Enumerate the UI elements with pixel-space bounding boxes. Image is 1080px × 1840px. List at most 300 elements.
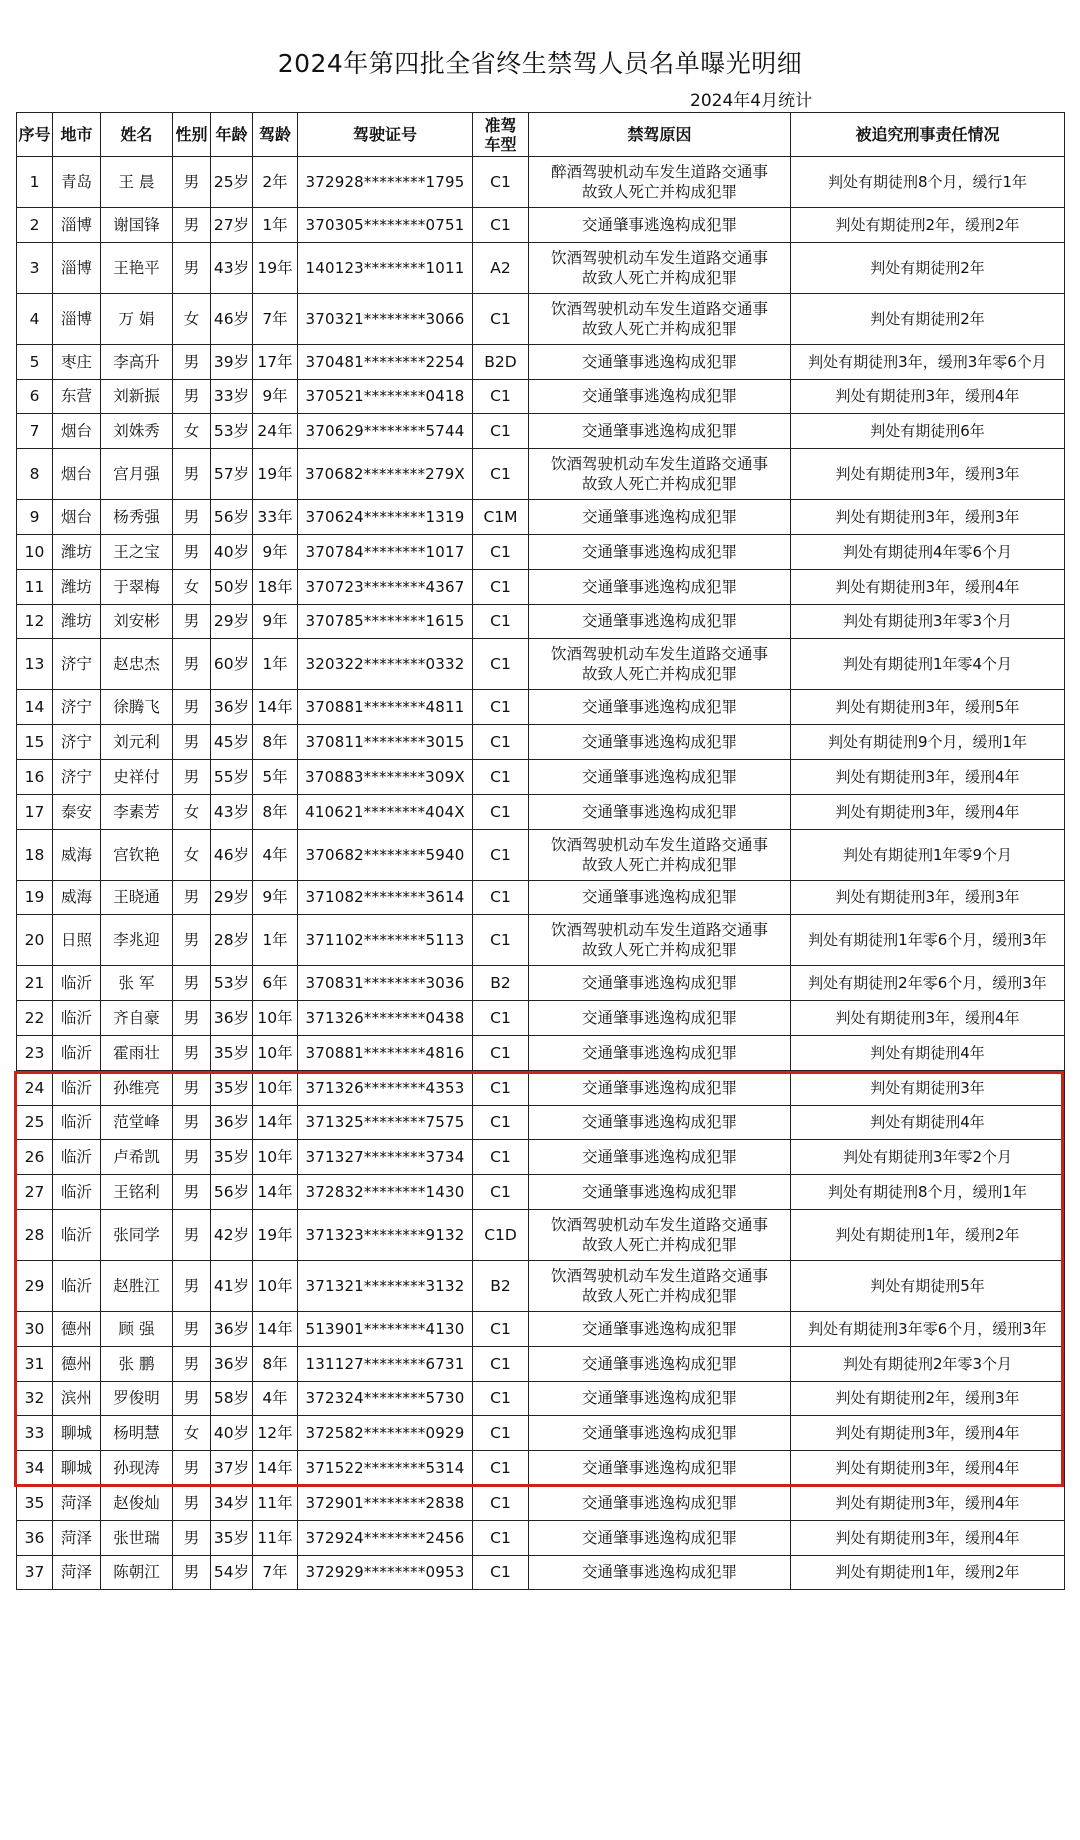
row-reason: 交通肇事逃逸构成犯罪 xyxy=(529,414,791,449)
row-exp: 7年 xyxy=(253,293,298,344)
row-penalty: 判处有期徒刑5年 xyxy=(791,1260,1065,1311)
row-penalty: 判处有期徒刑3年，缓刑3年 xyxy=(791,500,1065,535)
row-license-no: 370881********4811 xyxy=(298,690,473,725)
row-license-no: 370682********5940 xyxy=(298,829,473,880)
row-license-no: 370321********3066 xyxy=(298,293,473,344)
row-city: 济宁 xyxy=(53,690,101,725)
row-license-no: 370682********279X xyxy=(298,449,473,500)
col-header-license-no: 驾驶证号 xyxy=(298,113,473,157)
row-class: C1 xyxy=(473,1070,529,1105)
row-name: 宫月强 xyxy=(101,449,173,500)
row-license-no: 372928********1795 xyxy=(298,157,473,208)
row-sex: 男 xyxy=(173,880,211,915)
table-row xyxy=(17,1520,1065,1555)
row-name: 赵胜江 xyxy=(101,1260,173,1311)
row-license-no: 372929********0953 xyxy=(298,1555,473,1590)
row-no: 29 xyxy=(17,1260,53,1311)
row-city: 菏泽 xyxy=(53,1520,101,1555)
row-city: 临沂 xyxy=(53,1209,101,1260)
row-license-no: 372924********2456 xyxy=(298,1520,473,1555)
row-class: C1 xyxy=(473,794,529,829)
row-exp: 9年 xyxy=(253,880,298,915)
row-reason: 交通肇事逃逸构成犯罪 xyxy=(529,690,791,725)
col-header-no: 序号 xyxy=(17,113,53,157)
row-age: 39岁 xyxy=(211,344,253,379)
row-class: C1 xyxy=(473,829,529,880)
row-penalty: 判处有期徒刑3年，缓刑4年 xyxy=(791,1520,1065,1555)
row-reason: 交通肇事逃逸构成犯罪 xyxy=(529,1140,791,1175)
row-sex: 女 xyxy=(173,569,211,604)
row-sex: 女 xyxy=(173,293,211,344)
col-header-name: 姓名 xyxy=(101,113,173,157)
row-exp: 1年 xyxy=(253,915,298,966)
row-name: 霍雨壮 xyxy=(101,1035,173,1070)
row-class: C1M xyxy=(473,500,529,535)
row-age: 56岁 xyxy=(211,1175,253,1210)
row-exp: 4年 xyxy=(253,1381,298,1416)
row-city: 潍坊 xyxy=(53,534,101,569)
row-exp: 24年 xyxy=(253,414,298,449)
row-age: 46岁 xyxy=(211,293,253,344)
row-exp: 2年 xyxy=(253,157,298,208)
row-sex: 男 xyxy=(173,157,211,208)
row-license-no: 371327********3734 xyxy=(298,1140,473,1175)
row-penalty: 判处有期徒刑3年零2个月 xyxy=(791,1140,1065,1175)
row-name: 张 军 xyxy=(101,966,173,1001)
row-reason: 饮酒驾驶机动车发生道路交通事故致人死亡并构成犯罪 xyxy=(529,1260,791,1311)
row-exp: 10年 xyxy=(253,1070,298,1105)
row-no: 34 xyxy=(17,1451,53,1486)
row-age: 35岁 xyxy=(211,1520,253,1555)
row-license-no: 371326********4353 xyxy=(298,1070,473,1105)
row-name: 张同学 xyxy=(101,1209,173,1260)
row-no: 10 xyxy=(17,534,53,569)
row-city: 青岛 xyxy=(53,157,101,208)
row-exp: 11年 xyxy=(253,1520,298,1555)
row-reason: 交通肇事逃逸构成犯罪 xyxy=(529,379,791,414)
row-reason: 交通肇事逃逸构成犯罪 xyxy=(529,534,791,569)
row-license-no: 370883********309X xyxy=(298,759,473,794)
row-no: 36 xyxy=(17,1520,53,1555)
row-no: 31 xyxy=(17,1346,53,1381)
row-city: 枣庄 xyxy=(53,344,101,379)
row-city: 东营 xyxy=(53,379,101,414)
row-city: 威海 xyxy=(53,880,101,915)
row-exp: 8年 xyxy=(253,725,298,760)
row-exp: 4年 xyxy=(253,829,298,880)
col-header-sex: 性别 xyxy=(173,113,211,157)
row-exp: 14年 xyxy=(253,1105,298,1140)
row-no: 1 xyxy=(17,157,53,208)
row-sex: 男 xyxy=(173,1260,211,1311)
row-class: C1 xyxy=(473,1001,529,1036)
row-penalty: 判处有期徒刑3年，缓刑4年 xyxy=(791,569,1065,604)
row-sex: 男 xyxy=(173,1485,211,1520)
row-city: 临沂 xyxy=(53,1105,101,1140)
row-sex: 男 xyxy=(173,604,211,639)
row-sex: 男 xyxy=(173,208,211,243)
row-license-no: 372324********5730 xyxy=(298,1381,473,1416)
row-class: C1 xyxy=(473,1140,529,1175)
row-sex: 女 xyxy=(173,414,211,449)
row-no: 26 xyxy=(17,1140,53,1175)
row-name: 李高升 xyxy=(101,344,173,379)
table-row xyxy=(17,759,1065,794)
row-class: C1 xyxy=(473,569,529,604)
row-penalty: 判处有期徒刑2年零3个月 xyxy=(791,1346,1065,1381)
row-exp: 9年 xyxy=(253,604,298,639)
col-header-city: 地市 xyxy=(53,113,101,157)
row-no: 22 xyxy=(17,1001,53,1036)
row-license-no: 410621********404X xyxy=(298,794,473,829)
table-row xyxy=(17,1346,1065,1381)
row-license-no: 131127********6731 xyxy=(298,1346,473,1381)
row-reason: 交通肇事逃逸构成犯罪 xyxy=(529,759,791,794)
row-reason: 饮酒驾驶机动车发生道路交通事故致人死亡并构成犯罪 xyxy=(529,1209,791,1260)
row-license-no: 371321********3132 xyxy=(298,1260,473,1311)
row-penalty: 判处有期徒刑1年零4个月 xyxy=(791,639,1065,690)
row-name: 罗俊明 xyxy=(101,1381,173,1416)
row-name: 刘元利 xyxy=(101,725,173,760)
row-no: 14 xyxy=(17,690,53,725)
row-penalty: 判处有期徒刑1年，缓刑2年 xyxy=(791,1209,1065,1260)
row-city: 聊城 xyxy=(53,1416,101,1451)
row-age: 40岁 xyxy=(211,1416,253,1451)
row-age: 35岁 xyxy=(211,1070,253,1105)
page-title: 2024年第四批全省终生禁驾人员名单曝光明细 xyxy=(277,49,803,78)
row-city: 淄博 xyxy=(53,208,101,243)
row-age: 58岁 xyxy=(211,1381,253,1416)
row-exp: 6年 xyxy=(253,966,298,1001)
row-name: 赵俊灿 xyxy=(101,1485,173,1520)
row-class: C1 xyxy=(473,639,529,690)
col-header-reason: 禁驾原因 xyxy=(529,113,791,157)
row-license-no: 370881********4816 xyxy=(298,1035,473,1070)
row-license-no: 513901********4130 xyxy=(298,1311,473,1346)
row-city: 淄博 xyxy=(53,242,101,293)
col-header-exp: 驾龄 xyxy=(253,113,298,157)
row-city: 临沂 xyxy=(53,966,101,1001)
row-exp: 1年 xyxy=(253,639,298,690)
row-exp: 17年 xyxy=(253,344,298,379)
row-age: 35岁 xyxy=(211,1140,253,1175)
table-row xyxy=(17,379,1065,414)
table-row xyxy=(17,157,1065,208)
table-row xyxy=(17,725,1065,760)
row-class: C1 xyxy=(473,1175,529,1210)
row-license-no: 371102********5113 xyxy=(298,915,473,966)
row-sex: 男 xyxy=(173,966,211,1001)
row-exp: 10年 xyxy=(253,1035,298,1070)
row-penalty: 判处有期徒刑4年 xyxy=(791,1105,1065,1140)
row-class: A2 xyxy=(473,242,529,293)
row-name: 王 晨 xyxy=(101,157,173,208)
row-sex: 女 xyxy=(173,829,211,880)
row-no: 5 xyxy=(17,344,53,379)
table-row xyxy=(17,639,1065,690)
row-penalty: 判处有期徒刑4年 xyxy=(791,1035,1065,1070)
row-reason: 交通肇事逃逸构成犯罪 xyxy=(529,569,791,604)
row-age: 27岁 xyxy=(211,208,253,243)
row-no: 17 xyxy=(17,794,53,829)
table-row xyxy=(17,449,1065,500)
row-penalty: 判处有期徒刑2年零6个月，缓刑3年 xyxy=(791,966,1065,1001)
row-license-no: 370481********2254 xyxy=(298,344,473,379)
table-row xyxy=(17,690,1065,725)
row-exp: 8年 xyxy=(253,794,298,829)
table-row xyxy=(17,1555,1065,1590)
row-license-no: 371326********0438 xyxy=(298,1001,473,1036)
row-age: 54岁 xyxy=(211,1555,253,1590)
row-age: 36岁 xyxy=(211,1311,253,1346)
row-license-no: 370624********1319 xyxy=(298,500,473,535)
row-reason: 交通肇事逃逸构成犯罪 xyxy=(529,1070,791,1105)
row-no: 30 xyxy=(17,1311,53,1346)
row-name: 于翠梅 xyxy=(101,569,173,604)
row-city: 泰安 xyxy=(53,794,101,829)
table-row xyxy=(17,604,1065,639)
row-penalty: 判处有期徒刑8个月，缓刑1年 xyxy=(791,1175,1065,1210)
row-name: 孙维亮 xyxy=(101,1070,173,1105)
row-license-no: 371323********9132 xyxy=(298,1209,473,1260)
row-reason: 饮酒驾驶机动车发生道路交通事故致人死亡并构成犯罪 xyxy=(529,639,791,690)
row-age: 53岁 xyxy=(211,414,253,449)
row-name: 张世瑞 xyxy=(101,1520,173,1555)
row-class: C1 xyxy=(473,1555,529,1590)
row-penalty: 判处有期徒刑2年 xyxy=(791,242,1065,293)
row-sex: 男 xyxy=(173,1451,211,1486)
row-exp: 10年 xyxy=(253,1001,298,1036)
row-sex: 男 xyxy=(173,1140,211,1175)
row-class: C1 xyxy=(473,534,529,569)
row-age: 29岁 xyxy=(211,604,253,639)
row-age: 43岁 xyxy=(211,242,253,293)
row-age: 50岁 xyxy=(211,569,253,604)
table-row xyxy=(17,915,1065,966)
row-penalty: 判处有期徒刑3年零6个月，缓刑3年 xyxy=(791,1311,1065,1346)
row-class: C1 xyxy=(473,1520,529,1555)
row-sex: 女 xyxy=(173,794,211,829)
row-name: 杨明慧 xyxy=(101,1416,173,1451)
table-row xyxy=(17,293,1065,344)
row-class: C1 xyxy=(473,293,529,344)
row-name: 史祥付 xyxy=(101,759,173,794)
row-city: 临沂 xyxy=(53,1035,101,1070)
row-name: 宫钦艳 xyxy=(101,829,173,880)
row-reason: 交通肇事逃逸构成犯罪 xyxy=(529,208,791,243)
table-row xyxy=(17,242,1065,293)
row-reason: 交通肇事逃逸构成犯罪 xyxy=(529,1520,791,1555)
table-row xyxy=(17,829,1065,880)
row-no: 37 xyxy=(17,1555,53,1590)
row-city: 济宁 xyxy=(53,759,101,794)
row-name: 齐自豪 xyxy=(101,1001,173,1036)
row-name: 李素芳 xyxy=(101,794,173,829)
table-row xyxy=(17,569,1065,604)
row-reason: 交通肇事逃逸构成犯罪 xyxy=(529,1035,791,1070)
row-no: 13 xyxy=(17,639,53,690)
table-row xyxy=(17,966,1065,1001)
row-age: 53岁 xyxy=(211,966,253,1001)
row-reason: 交通肇事逃逸构成犯罪 xyxy=(529,1381,791,1416)
row-age: 57岁 xyxy=(211,449,253,500)
col-header-age: 年龄 xyxy=(211,113,253,157)
row-sex: 男 xyxy=(173,725,211,760)
row-class: C1 xyxy=(473,1035,529,1070)
row-city: 烟台 xyxy=(53,414,101,449)
row-no: 12 xyxy=(17,604,53,639)
row-class: C1 xyxy=(473,1311,529,1346)
table-row xyxy=(17,1311,1065,1346)
row-license-no: 370811********3015 xyxy=(298,725,473,760)
row-city: 临沂 xyxy=(53,1260,101,1311)
row-penalty: 判处有期徒刑6年 xyxy=(791,414,1065,449)
row-reason: 交通肇事逃逸构成犯罪 xyxy=(529,794,791,829)
row-no: 3 xyxy=(17,242,53,293)
row-age: 29岁 xyxy=(211,880,253,915)
row-city: 潍坊 xyxy=(53,604,101,639)
row-exp: 5年 xyxy=(253,759,298,794)
col-header-class: 准驾车型 xyxy=(473,113,529,157)
row-city: 烟台 xyxy=(53,500,101,535)
row-reason: 交通肇事逃逸构成犯罪 xyxy=(529,344,791,379)
table-row xyxy=(17,1485,1065,1520)
row-exp: 19年 xyxy=(253,1209,298,1260)
table-row xyxy=(17,1001,1065,1036)
row-exp: 18年 xyxy=(253,569,298,604)
row-class: C1 xyxy=(473,1105,529,1140)
row-exp: 9年 xyxy=(253,534,298,569)
row-penalty: 判处有期徒刑2年，缓刑2年 xyxy=(791,208,1065,243)
row-city: 淄博 xyxy=(53,293,101,344)
row-age: 36岁 xyxy=(211,690,253,725)
row-no: 21 xyxy=(17,966,53,1001)
row-city: 临沂 xyxy=(53,1070,101,1105)
row-age: 46岁 xyxy=(211,829,253,880)
row-class: C1 xyxy=(473,1451,529,1486)
row-exp: 14年 xyxy=(253,1451,298,1486)
row-penalty: 判处有期徒刑3年，缓刑4年 xyxy=(791,794,1065,829)
row-penalty: 判处有期徒刑3年，缓刑3年 xyxy=(791,449,1065,500)
row-city: 威海 xyxy=(53,829,101,880)
row-city: 烟台 xyxy=(53,449,101,500)
row-reason: 饮酒驾驶机动车发生道路交通事故致人死亡并构成犯罪 xyxy=(529,449,791,500)
row-sex: 男 xyxy=(173,1520,211,1555)
row-exp: 7年 xyxy=(253,1555,298,1590)
row-age: 42岁 xyxy=(211,1209,253,1260)
row-no: 8 xyxy=(17,449,53,500)
row-class: C1 xyxy=(473,1381,529,1416)
row-sex: 男 xyxy=(173,1311,211,1346)
row-sex: 男 xyxy=(173,344,211,379)
row-age: 40岁 xyxy=(211,534,253,569)
row-age: 56岁 xyxy=(211,500,253,535)
row-penalty: 判处有期徒刑3年，缓刑5年 xyxy=(791,690,1065,725)
row-name: 谢国锋 xyxy=(101,208,173,243)
row-sex: 男 xyxy=(173,1381,211,1416)
row-no: 23 xyxy=(17,1035,53,1070)
row-city: 菏泽 xyxy=(53,1555,101,1590)
row-age: 28岁 xyxy=(211,915,253,966)
row-sex: 男 xyxy=(173,1105,211,1140)
row-class: B2 xyxy=(473,966,529,1001)
row-class: C1 xyxy=(473,690,529,725)
row-no: 24 xyxy=(17,1070,53,1105)
row-penalty: 判处有期徒刑1年，缓刑2年 xyxy=(791,1555,1065,1590)
row-name: 顾 强 xyxy=(101,1311,173,1346)
row-license-no: 372582********0929 xyxy=(298,1416,473,1451)
row-name: 卢希凯 xyxy=(101,1140,173,1175)
row-name: 刘新振 xyxy=(101,379,173,414)
table-row xyxy=(17,534,1065,569)
row-city: 菏泽 xyxy=(53,1485,101,1520)
row-no: 11 xyxy=(17,569,53,604)
row-name: 李兆迎 xyxy=(101,915,173,966)
row-license-no: 371325********7575 xyxy=(298,1105,473,1140)
row-sex: 男 xyxy=(173,1346,211,1381)
row-name: 王晓通 xyxy=(101,880,173,915)
row-license-no: 371522********5314 xyxy=(298,1451,473,1486)
row-city: 济宁 xyxy=(53,639,101,690)
row-exp: 19年 xyxy=(253,449,298,500)
row-name: 张 鹏 xyxy=(101,1346,173,1381)
row-age: 34岁 xyxy=(211,1485,253,1520)
row-class: C1 xyxy=(473,725,529,760)
row-license-no: 370831********3036 xyxy=(298,966,473,1001)
row-no: 25 xyxy=(17,1105,53,1140)
row-reason: 醉酒驾驶机动车发生道路交通事故致人死亡并构成犯罪 xyxy=(529,157,791,208)
table-row xyxy=(17,1381,1065,1416)
row-sex: 男 xyxy=(173,1035,211,1070)
row-reason: 交通肇事逃逸构成犯罪 xyxy=(529,1416,791,1451)
row-penalty: 判处有期徒刑3年，缓刑4年 xyxy=(791,1485,1065,1520)
row-exp: 19年 xyxy=(253,242,298,293)
row-age: 55岁 xyxy=(211,759,253,794)
row-exp: 8年 xyxy=(253,1346,298,1381)
row-name: 刘安彬 xyxy=(101,604,173,639)
row-city: 临沂 xyxy=(53,1001,101,1036)
row-no: 27 xyxy=(17,1175,53,1210)
row-penalty: 判处有期徒刑2年，缓刑3年 xyxy=(791,1381,1065,1416)
row-no: 28 xyxy=(17,1209,53,1260)
row-sex: 男 xyxy=(173,379,211,414)
row-sex: 男 xyxy=(173,639,211,690)
row-reason: 饮酒驾驶机动车发生道路交通事故致人死亡并构成犯罪 xyxy=(529,242,791,293)
row-penalty: 判处有期徒刑3年，缓刑4年 xyxy=(791,1451,1065,1486)
table-row xyxy=(17,794,1065,829)
table-row xyxy=(17,1260,1065,1311)
row-name: 王之宝 xyxy=(101,534,173,569)
ban-list-table xyxy=(16,112,1065,1590)
table-row xyxy=(17,1105,1065,1140)
col-header-penalty: 被追究刑事责任情况 xyxy=(791,113,1065,157)
row-class: C1 xyxy=(473,414,529,449)
row-sex: 男 xyxy=(173,690,211,725)
row-license-no: 370629********5744 xyxy=(298,414,473,449)
row-city: 德州 xyxy=(53,1346,101,1381)
row-reason: 交通肇事逃逸构成犯罪 xyxy=(529,1311,791,1346)
row-license-no: 372832********1430 xyxy=(298,1175,473,1210)
row-penalty: 判处有期徒刑3年 xyxy=(791,1070,1065,1105)
table-row xyxy=(17,1451,1065,1486)
row-sex: 男 xyxy=(173,242,211,293)
row-class: C1 xyxy=(473,915,529,966)
row-age: 36岁 xyxy=(211,1001,253,1036)
row-penalty: 判处有期徒刑9个月，缓刑1年 xyxy=(791,725,1065,760)
row-license-no: 371082********3614 xyxy=(298,880,473,915)
row-no: 33 xyxy=(17,1416,53,1451)
row-reason: 交通肇事逃逸构成犯罪 xyxy=(529,1001,791,1036)
